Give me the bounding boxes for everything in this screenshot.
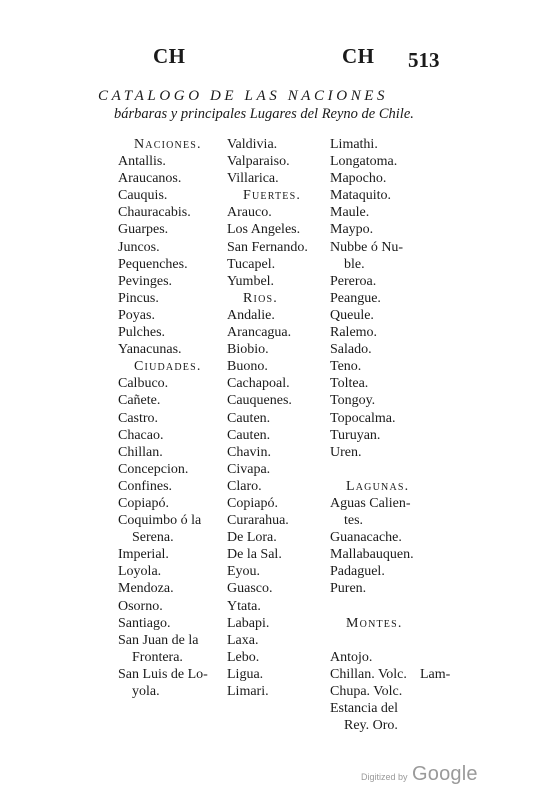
list-item: Lebo. [227, 649, 260, 665]
list-item: Eyou. [227, 564, 261, 580]
watermark-prefix: Digitized by [361, 772, 408, 782]
list-item: Biobio. [227, 342, 269, 358]
list-item: Mallabauquen. [330, 547, 414, 563]
page-number: 513 [408, 48, 440, 72]
list-item: Laxa. [227, 632, 259, 648]
list-item: Chavin. [227, 444, 271, 460]
list-item [330, 632, 440, 649]
list-item: Chillan. [118, 444, 163, 460]
section-heading: Naciones. [134, 137, 202, 152]
list-item: Peangue. [330, 290, 381, 306]
section-heading: Montes. [346, 615, 403, 631]
list-item: Cauquenes. [227, 393, 292, 409]
list-item: Queule. [330, 307, 374, 323]
list-item: Limari. [227, 684, 269, 699]
list-item: Pereroa. [330, 273, 377, 289]
list-item: San Luis de Lo- [118, 666, 208, 682]
list-item: Aguas Calien- [330, 495, 411, 511]
list-item: Los Angeles. [227, 222, 301, 238]
list-item: Buono. [227, 359, 268, 375]
list-item: Copiapó. [227, 495, 278, 511]
list-item: De Lora. [227, 530, 277, 546]
running-head-right: CH [342, 44, 375, 68]
list-item: Confines. [118, 478, 173, 494]
list-item: Ligua. [227, 666, 264, 682]
list-item: Topocalma. [330, 410, 396, 426]
list-item: Osorno. [118, 598, 163, 614]
section-heading: Lagunas. [346, 478, 410, 494]
list-item: San Fernando. [227, 239, 308, 255]
list-item: Chupa. Volc. [330, 684, 403, 699]
list-item: Chillan. Volc. [330, 666, 407, 682]
list-item: Coquimbo ó la [118, 513, 202, 529]
list-item: Mataquito. [330, 188, 392, 204]
list-item: Serena. [132, 530, 174, 546]
list-item: Poyas. [118, 307, 155, 323]
list-item: Puren. [330, 581, 367, 597]
list-item: Santiago. [118, 615, 171, 631]
list-item: Arancagua. [227, 325, 292, 341]
catchword: Lam- [420, 667, 451, 682]
list-item: Turuyan. [330, 427, 381, 443]
list-item: Valdivia. [227, 137, 278, 152]
running-head-left: CH [153, 44, 186, 68]
list-item: Villarica. [227, 171, 279, 187]
list-item: yola. [132, 684, 160, 699]
list-item: Teno. [330, 359, 362, 375]
list-item: ble. [344, 256, 365, 272]
list-item: Maypo. [330, 222, 374, 238]
list-item: Longatoma. [330, 154, 398, 170]
list-item: Chacao. [118, 427, 164, 443]
list-item: Valparaiso. [227, 154, 290, 170]
list-item: Pevinges. [118, 273, 173, 289]
list-item: Rey. Oro. [344, 718, 398, 734]
list-item: Tongoy. [330, 393, 376, 409]
catalog-title: CATALOGO DE LAS NACIONES [98, 88, 389, 104]
list-item: Padaguel. [330, 564, 385, 580]
list-item: Chauracabis. [118, 205, 191, 221]
list-item: Andalie. [227, 307, 275, 323]
column-fuertes-rios [227, 136, 327, 700]
list-item: Frontera. [132, 649, 183, 665]
list-item: Calbuco. [118, 376, 169, 392]
column-naciones-ciudades [118, 136, 218, 700]
list-item: Salado. [330, 342, 372, 358]
list-item: Civapa. [227, 461, 271, 477]
section-heading: Fuertes. [243, 188, 302, 204]
list-item: Claro. [227, 478, 262, 494]
list-item: Pequenches. [118, 256, 188, 272]
section-heading: Ciudades. [134, 359, 202, 375]
list-item: Labapi. [227, 615, 270, 631]
column-rios-lagunas-montes [330, 136, 440, 734]
list-item: Estancia del [330, 701, 399, 717]
section-heading: Rios. [243, 290, 278, 306]
list-item: De la Sal. [227, 547, 282, 563]
list-item: Maule. [330, 205, 370, 221]
list-item: Cauten. [227, 427, 271, 443]
list-item: Tucapel. [227, 256, 276, 272]
list-item: Copiapó. [118, 495, 169, 511]
list-item: Loyola. [118, 564, 162, 580]
watermark-brand: Google [411, 763, 478, 785]
list-item: Cachapoal. [227, 376, 290, 392]
catalog-subtitle: bárbaras y principales Lugares del Reyno de Chile. [114, 106, 414, 122]
list-item: Cauten. [227, 410, 271, 426]
list-item: Guarpes. [118, 222, 169, 238]
digitized-watermark [361, 763, 478, 786]
list-item: Pincus. [118, 290, 159, 306]
list-item: Toltea. [330, 376, 369, 392]
list-item: Juncos. [118, 239, 160, 255]
list-item: Araucanos. [118, 171, 182, 187]
list-item: Concepcion. [118, 461, 189, 477]
list-item: Mapocho. [330, 171, 387, 187]
list-item: Arauco. [227, 205, 272, 221]
list-item: Nubbe ó Nu- [330, 239, 404, 255]
list-item: Antallis. [118, 154, 166, 170]
list-item [330, 461, 440, 478]
list-item: San Juan de la [118, 632, 199, 648]
list-item: Mendoza. [118, 581, 174, 597]
list-item: tes. [344, 513, 364, 529]
list-item: Cañete. [118, 393, 161, 409]
list-item: Curarahua. [227, 513, 289, 529]
list-item: Pulches. [118, 325, 166, 341]
list-item: Ytata. [227, 598, 261, 614]
list-item: Guasco. [227, 581, 273, 597]
list-item: Imperial. [118, 547, 169, 563]
list-item: Yanacunas. [118, 342, 182, 358]
list-item: Antojo. [330, 649, 373, 665]
list-item: Cauquis. [118, 188, 168, 204]
list-item: Ralemo. [330, 325, 378, 341]
list-item: Limathi. [330, 137, 378, 152]
list-item [330, 598, 440, 615]
list-item: Castro. [118, 410, 159, 426]
list-item: Uren. [330, 444, 362, 460]
list-item: Yumbel. [227, 273, 275, 289]
list-item: Guanacache. [330, 530, 402, 546]
